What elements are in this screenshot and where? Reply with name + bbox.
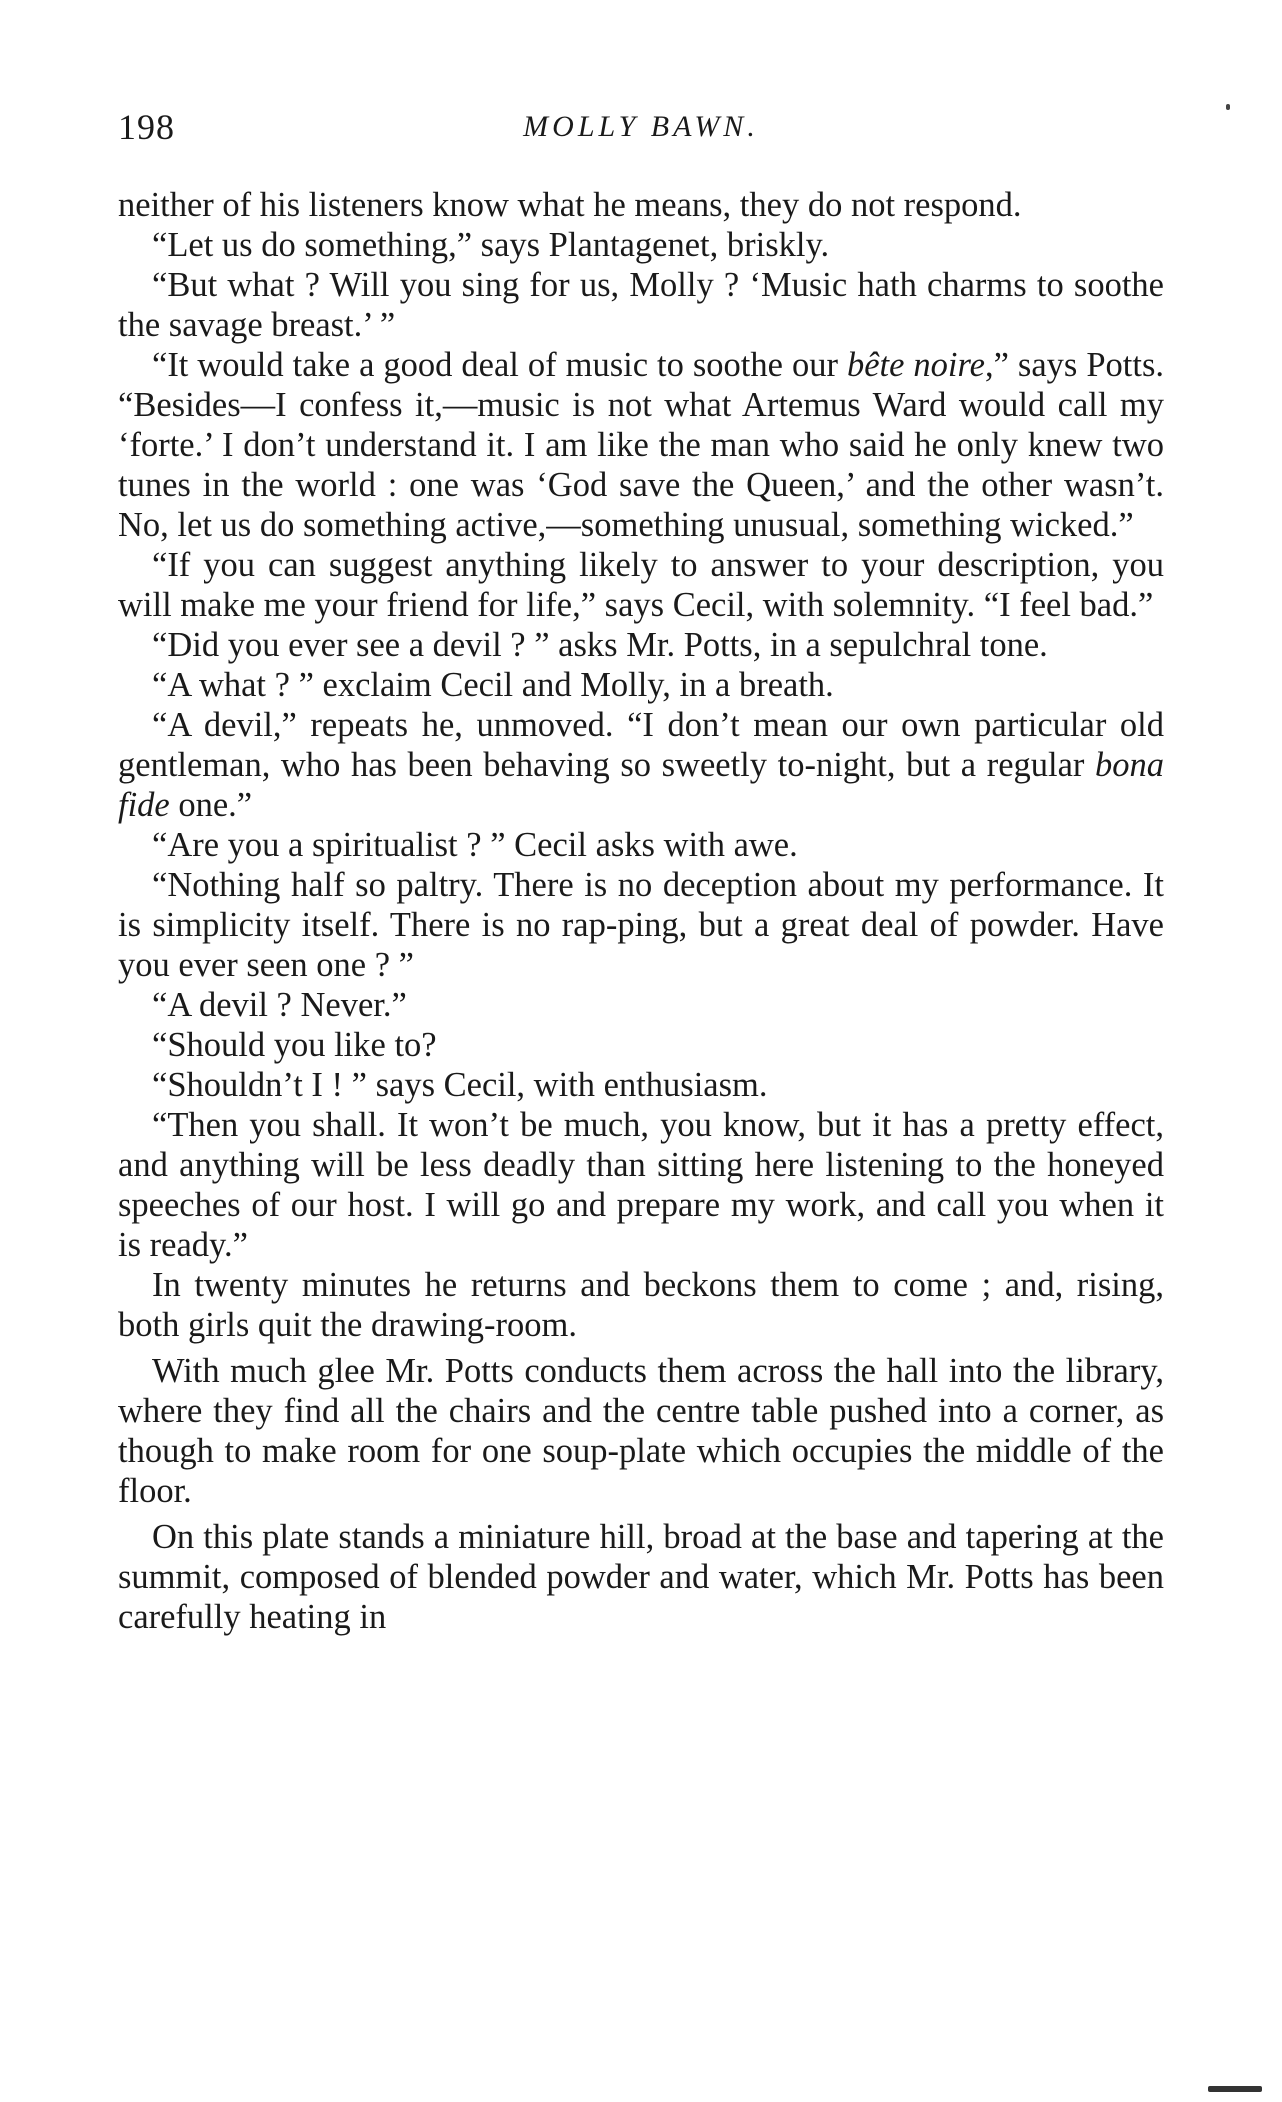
paragraph: “Should you like to? xyxy=(152,1026,437,1064)
print-speck xyxy=(1226,104,1230,110)
paragraph: “Let us do something,” says Plantagenet, briskly. xyxy=(152,226,830,264)
paragraph: “If you can suggest anything likely to answer to your description, you will make me your friend for life,” says Cecil, with solemnity. “I feel bad.” xyxy=(118,546,1164,624)
paragraph: “Are you a spiritualist ? ” Cecil asks with awe. xyxy=(152,826,798,864)
paragraph: neither of his listeners know what he means, they do not respond. xyxy=(118,186,1022,224)
page-edge-mark xyxy=(1208,2086,1262,2092)
paragraph: “Nothing half so paltry. There is no deception about my performance. It is simplicity itself. There is no rap-ping, but a great deal of powder. Have you ever seen one ? ” xyxy=(118,866,1164,984)
paragraph: “Shouldn’t I ! ” says Cecil, with enthusiasm. xyxy=(152,1066,768,1104)
paragraph: “A devil ? Never.” xyxy=(152,986,407,1024)
paragraph: “A what ? ” exclaim Cecil and Molly, in a breath. xyxy=(152,666,834,704)
paragraph: On this plate stands a miniature hill, broad at the base and tapering at the summit, composed of blended powder and water, which Mr. Potts has been carefully heating in xyxy=(118,1518,1164,1636)
paragraph: “A devil,” repeats he, unmoved. “I don’t mean our own particular old gentleman, who has been behaving so sweetly to-night, but a regular bona fide one.” xyxy=(118,706,1164,824)
paragraph: In twenty minutes he returns and beckons them to come ; and, rising, both girls quit the drawing-room. xyxy=(118,1266,1164,1344)
paragraph: “Did you ever see a devil ? ” asks Mr. Potts, in a sepulchral tone. xyxy=(152,626,1048,664)
paragraph: “But what ? Will you sing for us, Molly ? ‘Music hath charms to soothe the savage breast.’ ” xyxy=(118,266,1164,344)
paragraph: “It would take a good deal of music to soothe our bête noire,” says Potts. “Besides—I confess it,—music is not what Artemus Ward would call my ‘forte.’ I don’t understand it. I am like the man who said he only knew two tunes in the world : one was ‘God save the Queen,’ and the other wasn’t. No, let us do something active,—something unusual, something wicked.” xyxy=(118,346,1165,544)
paragraph: With much glee Mr. Potts conducts them across the hall into the library, where they find all the chairs and the centre table pushed into a corner, as though to make room for one soup-plate which occupies the middle of the floor. xyxy=(118,1352,1164,1510)
body-text xyxy=(118,185,1164,1637)
paragraph: “Then you shall. It won’t be much, you know, but it has a pretty effect, and anything will be less deadly than sitting here listening to the honeyed speeches of our host. I will go and prepare my work, and call you when it is ready.” xyxy=(118,1106,1164,1264)
running-title: MOLLY BAWN. xyxy=(523,110,759,143)
page-number: 198 xyxy=(118,107,175,147)
page-header xyxy=(118,104,1164,150)
